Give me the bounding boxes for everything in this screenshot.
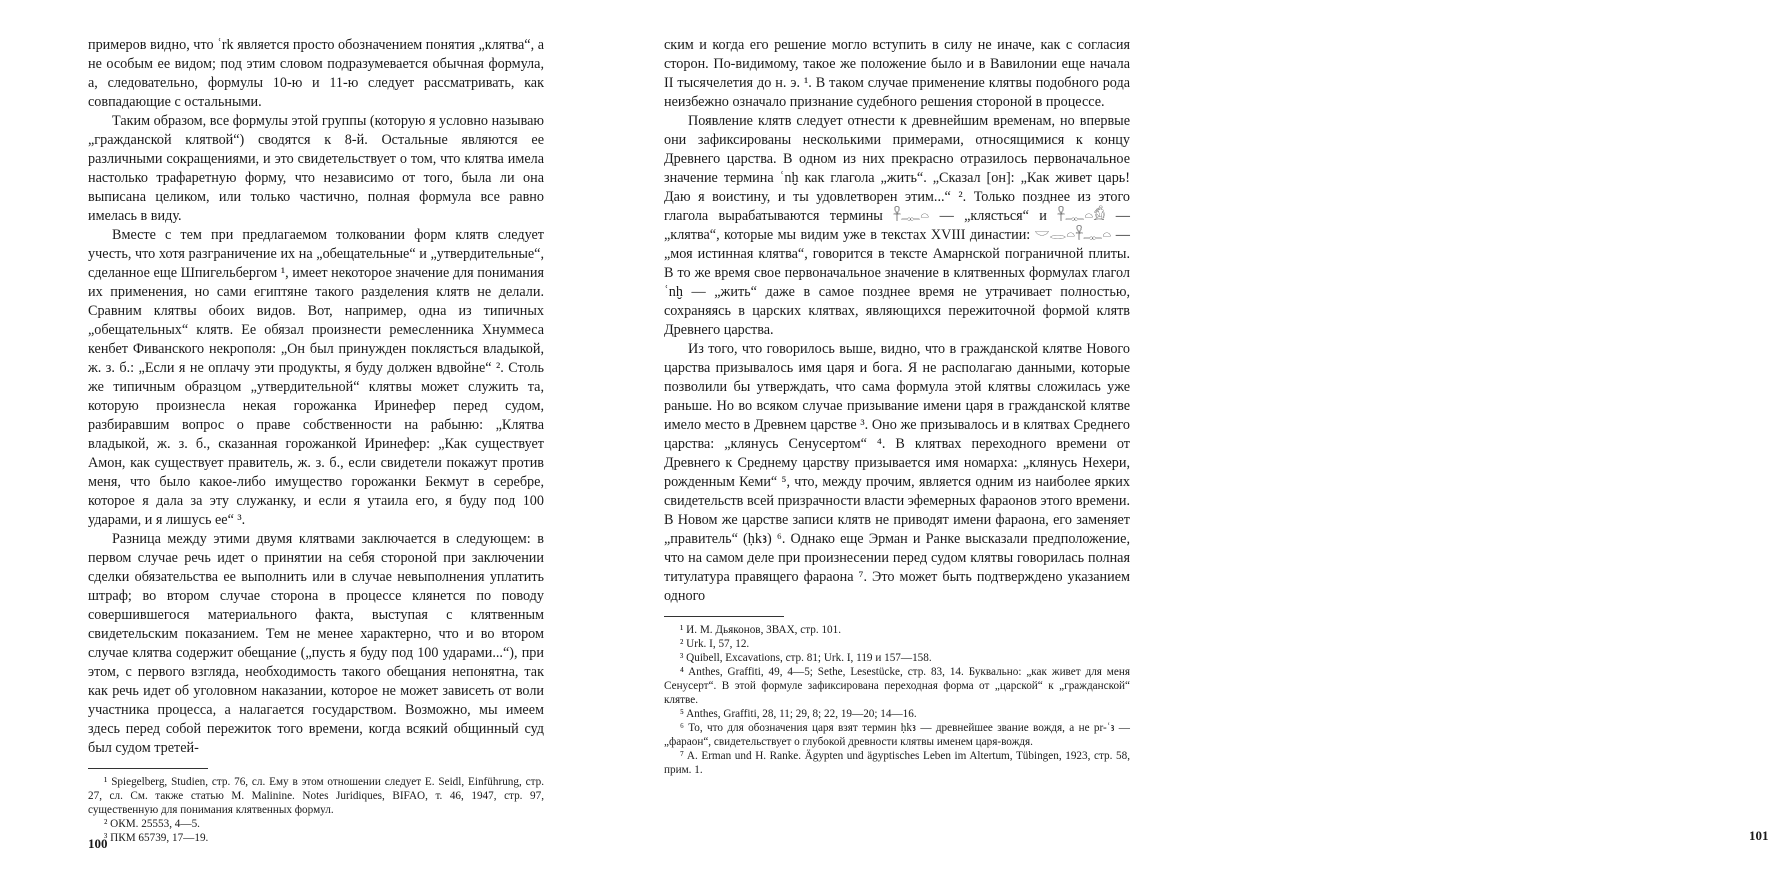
left-column (88, 36, 544, 845)
paragraph: Таким образом, все формулы этой группы (которую я условно называю „гражданской клятвой“) сводятся к 8-й. Остальные являются ее различными сокращениями, и это свидетельствует о том, что клятва имела настолько трафаретную форму, что независимо от того, была ли она выписана целиком, или только частично, полная формула все равно имелась в виду. (88, 113, 544, 224)
right-body-text (664, 36, 1130, 606)
page-number: 101 (1749, 828, 1769, 843)
footnote: ² ОКМ. 25553, 4—5. (104, 818, 200, 830)
paragraph: Разница между этими двумя клятвами заключается в следующем: в первом случае речь идет о принятии на себя стороной при заключении сделки обязательства ее выполнить или в случае невыполнения уплатить штраф; во втором случае сторона в процессе клянется по поводу совершившегося материального факта, выступая с клятвенным свидетельским показанием. Тем не менее характерно, что и во втором случае клятва содержит обещание („пусть я буду под 100 ударами...“), при этом, с первого взгляда, необходимость такого обещания непонятна, так как речь идет об уголовном наказании, которое не может зависеть от воли участника процесса, а налагается государством. Возможно, мы имеем здесь перед собой пережиток того времени, когда всякий общинный суд был судом третей- (88, 531, 544, 756)
paragraph: Вместе с тем при предлагаемом толковании форм клятв следует учесть, что хотя разграничение их на „обещательные“ и „утвердительные“, сделанное еще Шпигельбергом ¹, имеет некоторое значение для понимания их применения, но сами египтяне такого разделения клятв не делали. Сравним клятвы обоих видов. Вот, например, одна из типичных „обещательных“ клятв. Ее обязал произнести ремесленника Хнуммеса кенбет Фиванского некрополя: „Он был принужден поклясться владыкой, ж. з. б.: „Если я не оплачу эти продукты, я буду должен вдвойне“ ². Столь же типичным образцом „утвердительной“ клятвы может служить та, которую произнесла некая горожанка Иринефер перед судом, разбиравшим вопрос о праве собственности на рабыню: „Клятва владыкой, ж. з. б., сказанная горожанкой Иринефер: „Как существует Амон, как существует правитель, ж. з. б., если свидетели покажут против меня, что было какое-либо имущество горожанки Бекмут в серебре, которое я дала за эту служанку, и если я утаила его, я буду под 100 ударами, и я лишусь ее“ ³. (88, 227, 544, 528)
left-page (0, 0, 631, 893)
footnote: ³ ПКМ 65739, 17—19. (104, 832, 209, 844)
footnote: ⁶ То, что для обозначения царя взят термин ḥkꜣ — древнейшее звание вождя, а не pr-ʿꜣ — „фараон“, свидетельствует о глубокой древности клятвы именем царя-вождя. (664, 722, 1130, 748)
footnote: ³ Quibell, Excavations, стр. 81; Urk. I, 119 и 157—158. (680, 652, 932, 664)
left-footnotes (88, 775, 544, 845)
footnote-divider (88, 768, 208, 769)
footnote: ² Urk. I, 57, 12. (680, 638, 750, 650)
page-number: 100 (88, 836, 108, 851)
footnote: ⁷ A. Erman und H. Ranke. Ägypten und ägyptisches Leben im Altertum, Tübingen, 1923, стр. 58, прим. 1. (664, 750, 1130, 776)
footnote-divider (664, 616, 784, 617)
paragraph: Появление клятв следует отнести к древнейшим временам, но впервые они зафиксированы несколькими примерами, относящимися к концу Древнего царства. В одном из них прекрасно отразилось первоначальное значение термина ʿnḫ как глагола „жить“. „Сказал [он]: „Как живет царь! Даю я воистину, и ты удовлетворен этим...“ ². Только позднее из этого глагола вырабатываются термины 𓋹𓊃𓏏 — „клясться“ и 𓋹𓊃𓏏𓀁 — „клятва“, которые мы видим уже в текстах XVIII династии: 𓎟𓂋𓏏𓋹𓊃𓏏 — „моя истинная клятва“, говорится в тексте Амарнской пограничной плиты. В то же время свое первоначальное значение в клятвенных формулах глагол ʿnḫ — „жить“ даже в самое позднее время не утрачивает полностью, сохраняясь в царских клятвах, являющихся пережиточной формой клятв Древнего царства. (664, 113, 1130, 338)
left-body-text (88, 36, 544, 758)
paragraph: ским и когда его решение могло вступить в силу не иначе, как с согласия сторон. По-видимому, такое же положение было и в Вавилонии еще начала II тысячелетия до н. э. ¹. В таком случае применение клятвы подобного рода неизбежно означало признание судебного решения стороной в процессе. (664, 37, 1130, 110)
footnote: ¹ Spiegelberg, Studien, стр. 76, сл. Ему в этом отношении следует E. Seidl, Einführung, стр. 27, сл. См. также статью M. Malinine. Notes Juridiques, BIFAO, т. 46, 1947, стр. 97, существенную для понимания клятвенных формул. (88, 776, 544, 816)
footnote: ⁵ Anthes, Graffiti, 28, 11; 29, 8; 22, 19—20; 14—16. (680, 708, 917, 720)
footnote: ¹ И. М. Дьяконов, ЗВАХ, стр. 101. (680, 624, 842, 636)
footnote: ⁴ Anthes, Graffiti, 49, 4—5; Sethe, Lesestücke, стр. 83, 14. Буквально: „как живет для меня Сенусерт“. В этой формуле зафиксирована переходная форма от „царской“ к „гражданской“ клятве. (664, 666, 1130, 706)
right-page (631, 0, 1769, 893)
right-footnotes (664, 623, 1130, 777)
right-column (664, 36, 1130, 777)
paragraph: примеров видно, что ʿrk является просто обозначением понятия „клятва“, а не особым ее видом; под этим словом подразумевается обычная формула, а, следовательно, формулы 10-ю и 11-ю следует рассматривать, как совпадающие с остальными. (88, 37, 544, 110)
paragraph: Из того, что говорилось выше, видно, что в гражданской клятве Нового царства призывалось имя царя и бога. Я не располагаю данными, которые позволили бы утверждать, что сама формула этой клятвы сложилась уже раньше. Но во всяком случае призывание имени царя в гражданской клятве имело место в Древнем царстве ³. Оно же призывалось и в клятвах Среднего царства: „клянусь Сенусертом“ ⁴. В клятвах переходного времени от Древнего к Среднему царству призывается имя номарха: „клянусь Нехери, рожденным Кеми“ ⁵, что, между прочим, является одним из наиболее ярких свидетельств всей призрачности власти эфемерных фараонов этого времени. В Новом же царстве записи клятв не приводят имени фараона, его заменяет „правитель“ (ḥkꜣ) ⁶. Однако еще Эрман и Ранке высказали предположение, что на самом деле при произнесении перед судом клятвы говорилась полная титулатура правящего фараона ⁷. Это может быть подтверждено указанием одного (664, 341, 1130, 604)
